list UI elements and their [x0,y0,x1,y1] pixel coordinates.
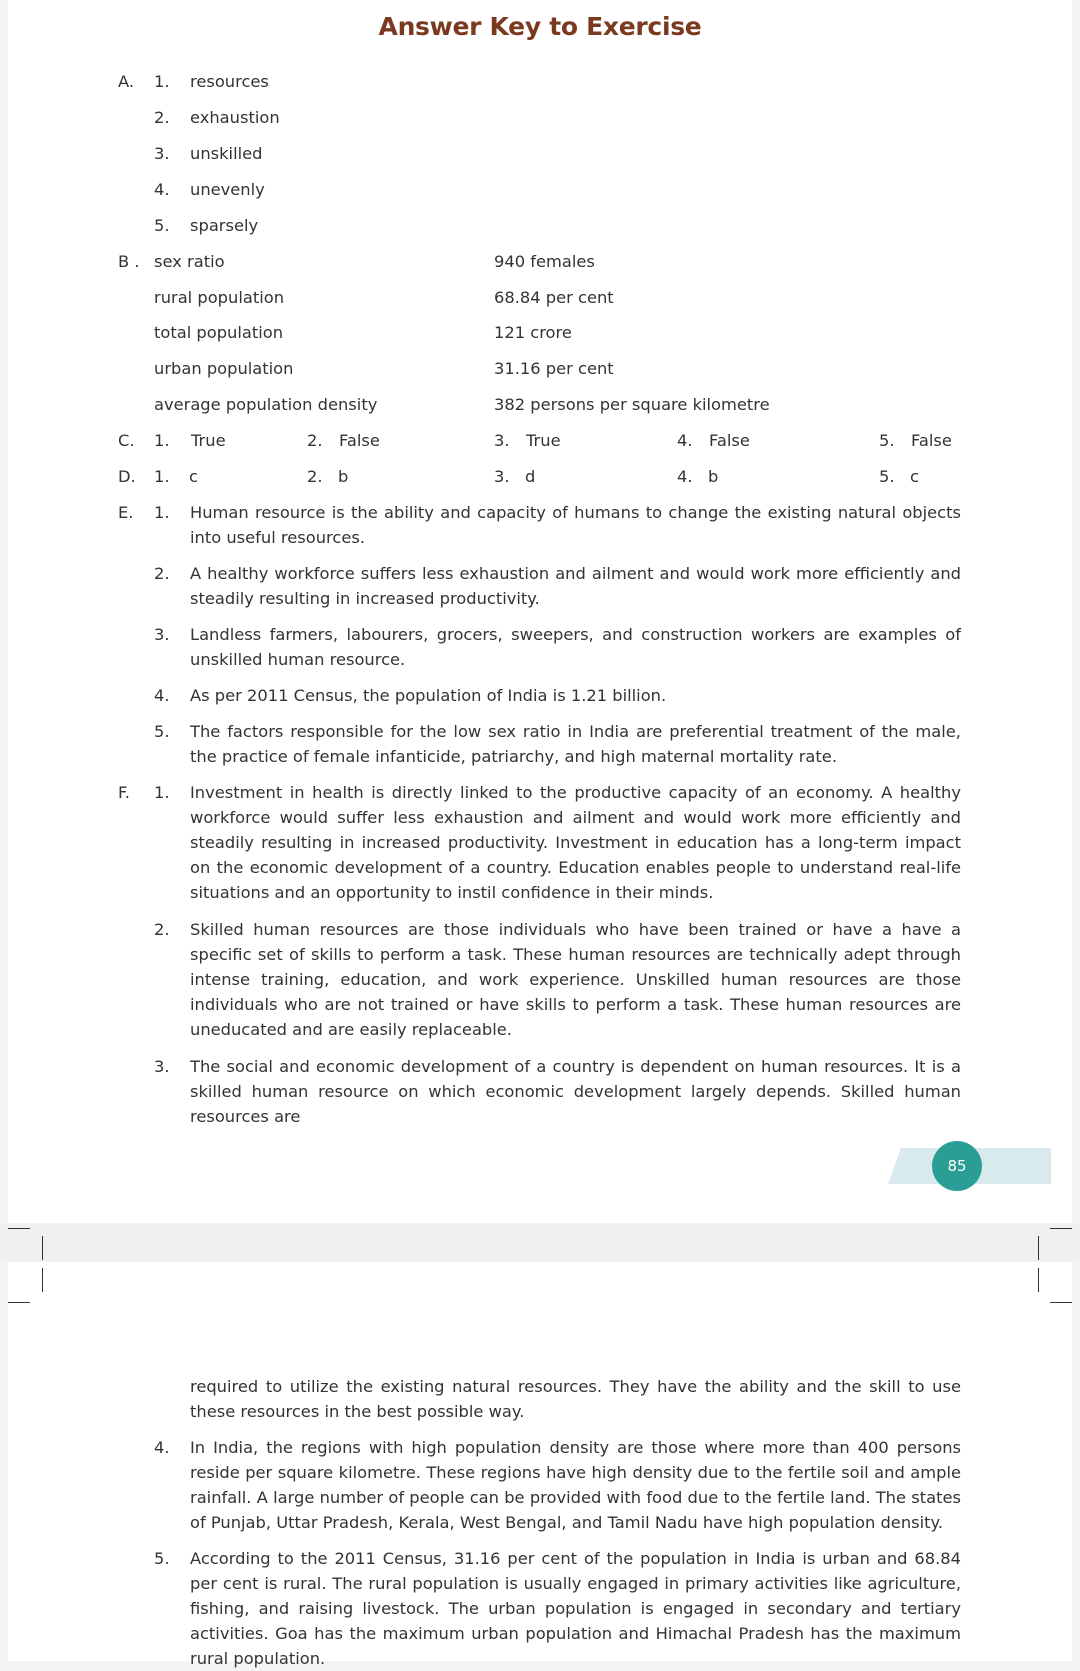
answer-paragraph: According to the 2011 Census, 31.16 per cent of the population in India is urban and 68.84 per cent is rural. The rural population is usually engaged in primary activities like agriculture, fishing, and raising livestock. The urban population is engaged in secondary and tertiary activities. Goa has the maximum urban population and Himachal Pradesh has the maximum rural population. [190,1549,961,1668]
page-gap [0,1223,1080,1262]
answer-paragraph: Human resource is the ability and capacity of humans to change the existing natural objects into useful resources. [190,503,961,547]
crop-mark [1050,1228,1072,1229]
answer-number: 4. [154,1438,170,1457]
match-value: 940 females [494,252,595,271]
answer-number: 5. [154,216,170,235]
answer-number: 4. [154,686,170,705]
answer-text: True [526,431,561,450]
answer-number: 2. [154,108,170,127]
crop-mark [8,1228,30,1229]
match-term: rural population [154,288,285,307]
answer-text: exhaustion [190,108,280,127]
answer-number: 2. [154,920,170,939]
answer-number: 4. [154,180,170,199]
match-term: total population [154,323,284,342]
answer-number: 5. [154,722,170,741]
match-value: 68.84 per cent [494,288,614,307]
answer-paragraph: A healthy workforce suffers less exhaustion and ailment and would work more efficiently and steadily resulting in increased productivity. [190,564,961,608]
answer-text: c [189,467,198,486]
answer-text: sparsely [190,216,259,235]
answer-text: unevenly [190,180,265,199]
match-term: average population density [154,395,378,414]
answer-number: 2. [154,564,170,583]
answer-paragraph: The social and economic development of a country is dependent on human resources. It is a skilled human resource on which economic development largely depends. Skilled human resources are [190,1057,961,1126]
match-value: 31.16 per cent [494,359,614,378]
answer-paragraph: Investment in health is directly linked to the productive capacity of an economy. A healthy workforce would suffer less exhaustion and ailment and would work more efficiently and steadily resulting in increased productivity. Investment in education has a long-term impact on the economic development of a country. Education enables people to understand real-life situations and an opportunity to instil confidence in their minds. [190,783,961,902]
answer-text: False [709,431,750,450]
answer-paragraph: As per 2011 Census, the population of India is 1.21 billion. [190,686,667,705]
answer-text: b [708,467,719,486]
answer-number: 3. [154,1057,170,1076]
page-title: Answer Key to Exercise [378,12,702,41]
answer-text: resources [190,72,269,91]
match-value: 121 crore [494,323,572,342]
answer-text: c [910,467,919,486]
answer-paragraph: Skilled human resources are those individuals who have been trained or have a have a specific set of skills to perform a task. These human resources are technically adept through intense training, education, and work experience. Unskilled human resources are those individuals who are not trained or have skills to perform a task. These human resources are uneducated and are easily replaceable. [190,920,961,1039]
answer-paragraph-continued: required to utilize the existing natural resources. They have the ability and the skill to use these resources in the best possible way. [190,1377,961,1421]
answer-text: True [191,431,226,450]
crop-mark [42,1236,43,1260]
section-a-letter: A. [118,72,135,91]
answer-number: 3. [154,625,170,644]
match-term: urban population [154,359,294,378]
match-term: sex ratio [154,252,225,271]
answer-paragraph: Landless farmers, labourers, grocers, sweepers, and construction workers are examples of unskilled human resource. [190,625,961,669]
crop-mark [8,1302,30,1303]
section-d-letter: D. [118,467,136,486]
answer-number: 4. [677,467,693,486]
answer-text: unskilled [190,144,263,163]
answer-number: 3. [494,431,510,450]
answer-text: b [338,467,349,486]
answer-paragraph: The factors responsible for the low sex ratio in India are preferential treatment of the male, the practice of female infanticide, patriarchy, and high maternal mortality rate. [190,722,961,766]
answer-number: 3. [494,467,510,486]
answer-number: 3. [154,144,170,163]
answer-number: 5. [879,467,895,486]
section-b-letter: B . [118,252,140,271]
answer-text: d [525,467,536,486]
answer-number: 2. [307,467,323,486]
answer-text: False [339,431,380,450]
section-c-letter: C. [118,431,135,450]
answer-number: 1. [154,503,170,522]
answer-number: 2. [307,431,323,450]
section-f-letter: F. [118,783,130,802]
section-e-letter: E. [118,503,134,522]
crop-mark [1050,1302,1072,1303]
answer-number: 5. [154,1549,170,1568]
answer-number: 1. [154,72,170,91]
crop-mark [1038,1268,1039,1292]
answer-text: False [911,431,952,450]
answer-number: 4. [677,431,693,450]
crop-mark [1038,1236,1039,1260]
answer-paragraph: In India, the regions with high population density are those where more than 400 persons reside per square kilometre. These regions have high density due to the fertile soil and ample rainfall. A large number of people can be provided with food due to the fertile land. The states of Punjab, Uttar Pradesh, Kerala, West Bengal, and Tamil Nadu have high population density. [190,1438,961,1532]
match-value: 382 persons per square kilometre [494,395,770,414]
answer-number: 1. [154,783,170,802]
answer-number: 1. [154,467,170,486]
crop-mark [42,1268,43,1292]
answer-number: 5. [879,431,895,450]
answer-number: 1. [154,431,170,450]
page-number: 85 [932,1141,982,1191]
